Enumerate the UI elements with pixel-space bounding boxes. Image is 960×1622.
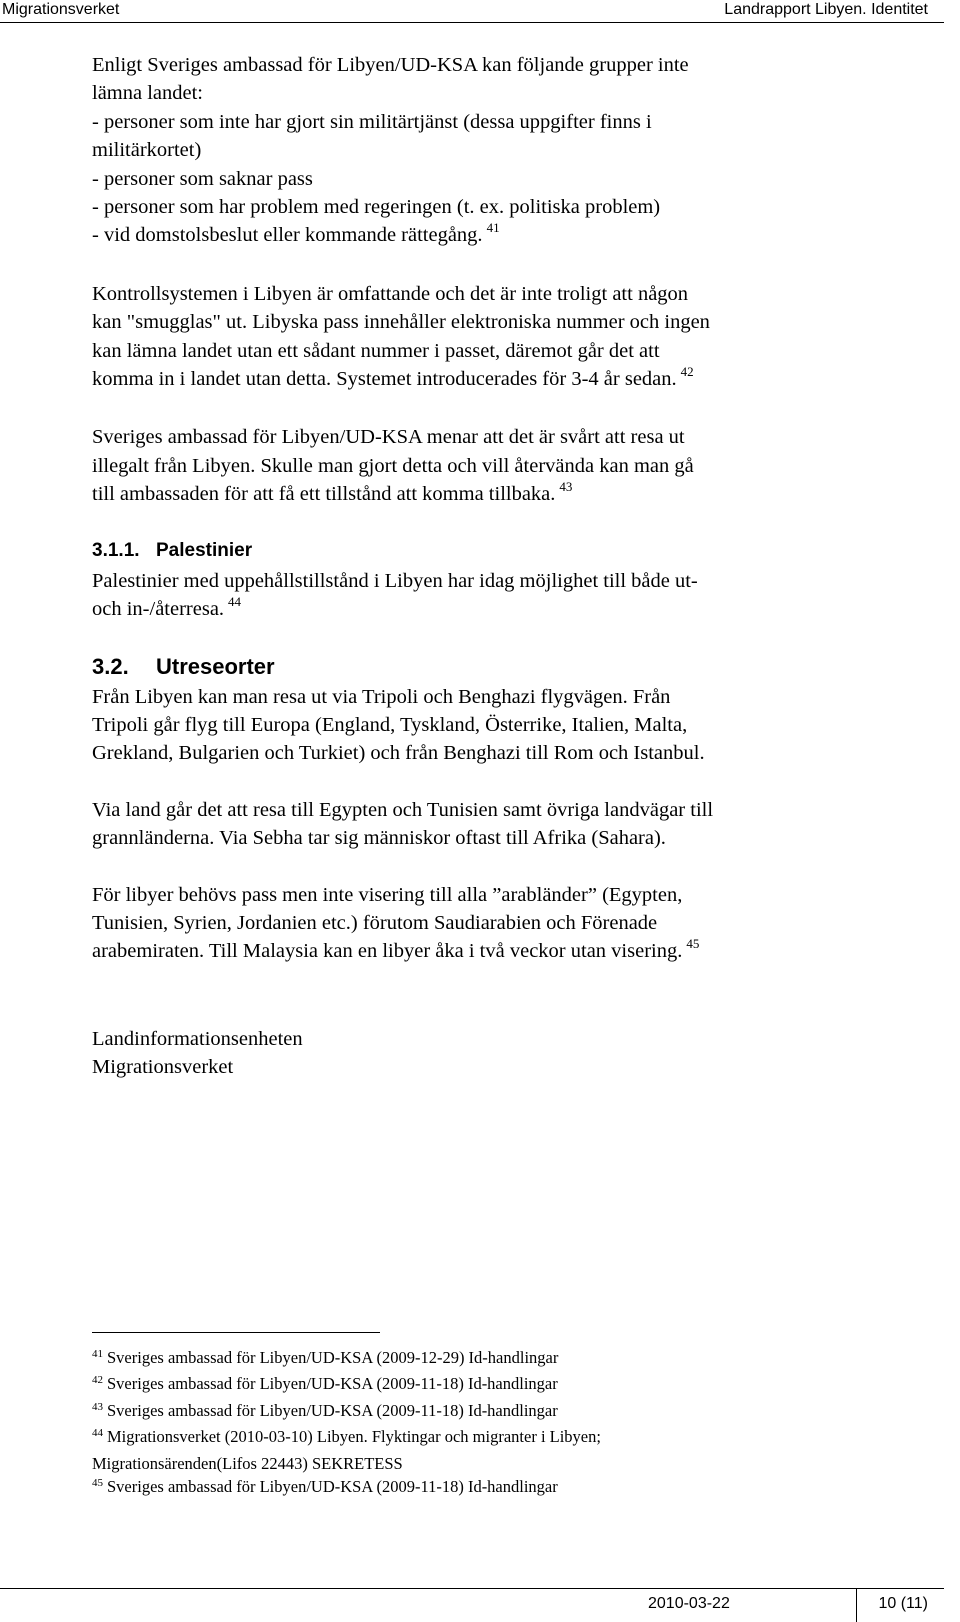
footnote-text: Sveriges ambassad för Libyen/UD-KSA (2009-11-18) Id-handlingar	[107, 1400, 558, 1420]
footnote-41	[92, 1346, 892, 1372]
footnote-42	[92, 1372, 892, 1398]
text-line: Grekland, Bulgarien och Turkiet) och från Benghazi till Rom och Istanbul.	[92, 742, 705, 765]
footnote-45	[92, 1475, 892, 1501]
section-heading-utreseorter	[92, 654, 842, 680]
footnote-number: 41	[92, 1348, 103, 1360]
section-title: Utreseorter	[156, 653, 275, 679]
text-line: kan lämna landet utan ett sådant nummer i passet, däremot går det att	[92, 339, 660, 362]
text-line: - personer som inte har gjort sin militärtjänst (dessa uppgifter finns i	[92, 110, 652, 133]
text-line	[92, 221, 842, 251]
footnote-text: Sveriges ambassad för Libyen/UD-KSA (2009-11-18) Id-handlingar	[107, 1477, 558, 1497]
header-organization: Migrationsverket	[2, 1, 120, 18]
paragraph-air-routes	[92, 683, 842, 768]
page-footer	[0, 1588, 944, 1622]
text-line	[92, 937, 842, 967]
page-header	[0, 0, 944, 23]
paragraph-land-routes	[92, 796, 842, 853]
footnote-43	[92, 1399, 892, 1425]
text-line: Sveriges ambassad för Libyen/UD-KSA menar att det är svårt att resa ut	[92, 426, 685, 449]
paragraph-exit-restrictions	[92, 51, 842, 252]
paragraph-illegal-exit	[92, 423, 842, 510]
text-segment: och in-/återresa.	[92, 598, 225, 621]
text-line: Kontrollsystemen i Libyen är omfattande och det är inte troligt att någon	[92, 282, 689, 305]
header-report-title: Landrapport Libyen. Identitet	[724, 1, 928, 18]
footnote-ref-45[interactable]: 45	[686, 936, 700, 952]
text-line: illegalt från Libyen. Skulle man gjort detta och vill återvända kan man gå	[92, 454, 694, 477]
footnote-ref-42[interactable]: 42	[680, 364, 694, 380]
footer-page-number: 10 (11)	[878, 1595, 928, 1612]
text-segment: arabemiraten. Till Malaysia kan en libyer åka i två veckor utan visering.	[92, 940, 683, 963]
text-line: Tripoli går flyg till Europa (England, Tyskland, Österrike, Italien, Malta,	[92, 713, 688, 736]
section-number: 3.1.1.	[92, 539, 140, 561]
text-line: Tunisien, Syrien, Jordanien etc.) förutom Saudiarabien och Förenade	[92, 911, 658, 934]
text-segment: komma in i landet utan detta. Systemet introducerades för 3-4 år sedan.	[92, 368, 677, 391]
footnote-text: Migrationsverket (2010-03-10) Libyen. Flyktingar och migranter i Libyen;	[107, 1427, 601, 1447]
footnote-number: 43	[92, 1400, 103, 1413]
text-line: - personer som har problem med regeringen (t. ex. politiska problem)	[92, 196, 661, 219]
paragraph-control-systems	[92, 280, 842, 396]
footnote-separator	[92, 1332, 380, 1333]
footnote-ref-43[interactable]: 43	[559, 479, 573, 495]
paragraph-visa-rules	[92, 881, 842, 968]
footnote-text: Sveriges ambassad för Libyen/UD-KSA (2009-12-29) Id-handlingar	[107, 1348, 559, 1367]
footnote-44-continuation: Migrationsärenden(Lifos 22443) SEKRETESS	[92, 1453, 403, 1473]
footnote-number: 45	[92, 1477, 103, 1490]
text-line: För libyer behövs pass men inte visering till alla ”arabländer” (Egypten,	[92, 883, 683, 906]
text-line	[92, 480, 842, 510]
text-segment: - vid domstolsbeslut eller kommande rättegång.	[92, 224, 483, 247]
footnote-text: Sveriges ambassad för Libyen/UD-KSA (2009-11-18) Id-handlingar	[107, 1374, 558, 1394]
text-line: Enligt Sveriges ambassad för Libyen/UD-KSA kan följande grupper inte	[92, 54, 689, 76]
text-line	[92, 365, 842, 395]
footer-date: 2010-03-22	[648, 1595, 730, 1612]
text-line: Palestinier med uppehållstillstånd i Libyen har idag möjlighet till både ut-	[92, 569, 698, 592]
text-line: grannländerna. Via Sebha tar sig människor oftast till Afrika (Sahara).	[92, 827, 666, 850]
footnote-number: 42	[92, 1374, 103, 1387]
footnote-ref-44[interactable]: 44	[228, 594, 242, 610]
footnote-44	[92, 1425, 892, 1451]
signature-block	[92, 1025, 303, 1082]
text-line: - personer som saknar pass	[92, 167, 313, 190]
section-heading-palestinier	[92, 539, 842, 563]
footnote-number: 44	[92, 1427, 103, 1440]
text-line: militärkortet)	[92, 139, 202, 162]
paragraph-palestinians	[92, 567, 842, 626]
text-line: Från Libyen kan man resa ut via Tripoli och Benghazi flygvägen. Från	[92, 685, 671, 708]
text-segment: till ambassaden för att få ett tillstånd att komma tillbaka.	[92, 483, 556, 506]
text-line: Via land går det att resa till Egypten och Tunisien samt övriga landvägar till	[92, 798, 714, 821]
text-line	[92, 595, 842, 625]
footer-divider	[856, 1589, 857, 1622]
footnotes	[92, 1346, 892, 1501]
footnote-ref-41[interactable]: 41	[486, 220, 500, 236]
text-line: kan "smugglas" ut. Libyska pass innehåller elektroniska nummer och ingen	[92, 311, 710, 334]
section-title: Palestinier	[156, 539, 253, 561]
signature-unit: Landinformationsenheten	[92, 1028, 303, 1050]
main-content	[92, 51, 842, 996]
signature-agency: Migrationsverket	[92, 1056, 234, 1079]
text-line: lämna landet:	[92, 82, 203, 105]
section-number: 3.2.	[92, 653, 129, 679]
